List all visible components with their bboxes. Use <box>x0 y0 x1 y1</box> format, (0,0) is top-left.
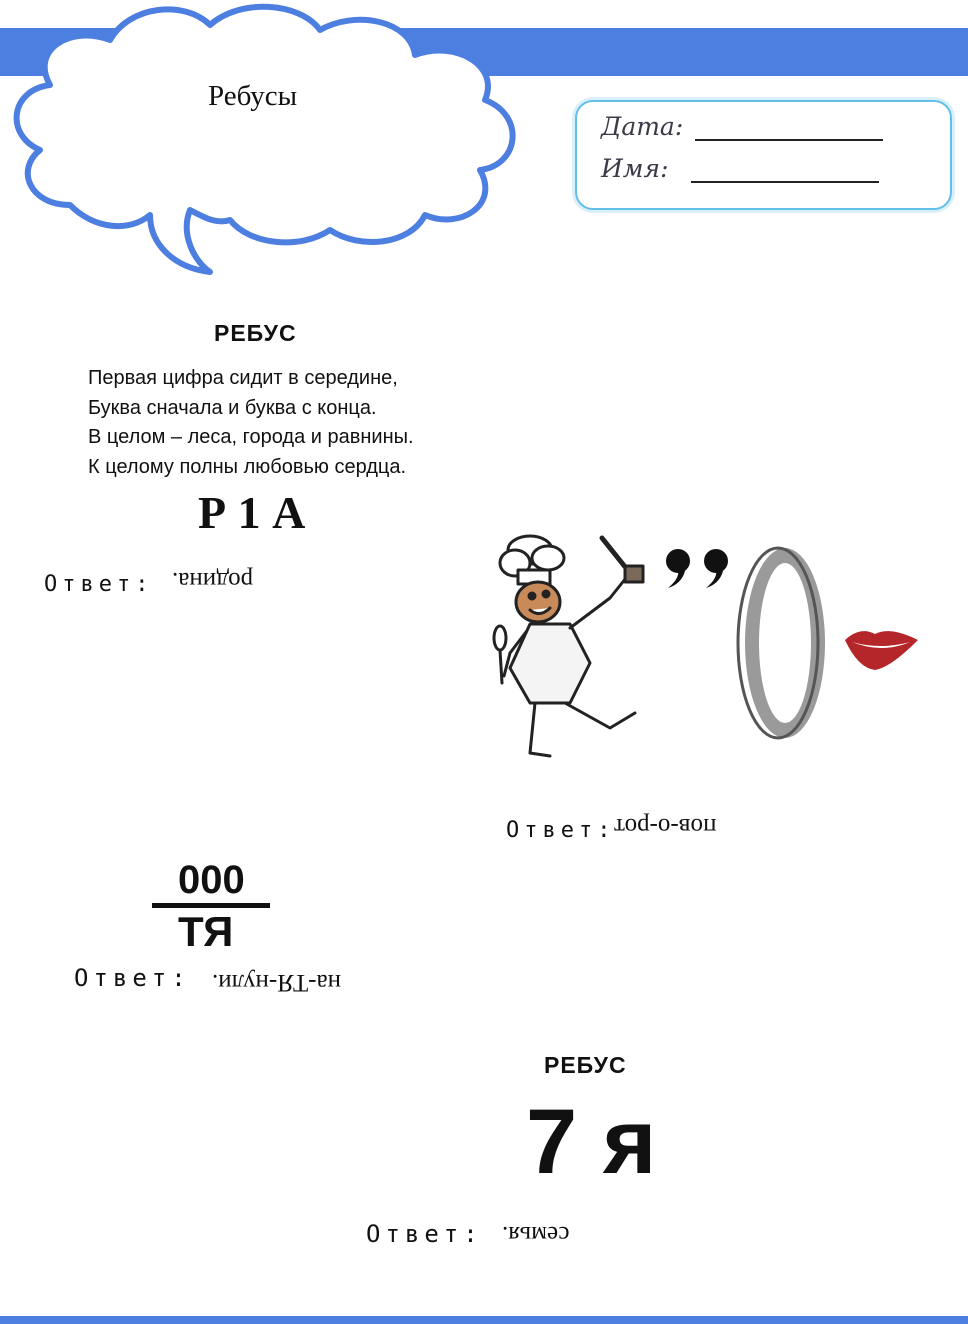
poem-line: Первая цифра сидит в середине, <box>88 367 398 389</box>
date-label: Дата: <box>601 112 684 141</box>
name-field[interactable] <box>691 159 879 183</box>
rebus4-answer-label: Ответ: <box>366 1220 483 1248</box>
date-row <box>601 112 883 141</box>
rebus4-answer: семья. <box>502 1221 570 1248</box>
info-box <box>575 100 952 210</box>
speech-cloud <box>0 0 540 290</box>
poem-line: Буква сначала и буква с конца. <box>88 396 377 419</box>
rebus1-poem <box>88 364 414 482</box>
rebus1-puzzle: Р 1 А <box>198 487 306 538</box>
name-row <box>601 154 879 183</box>
name-label: Имя: <box>601 154 669 183</box>
letter-o-graphic <box>738 548 825 738</box>
rebus3-denominator: ТЯ <box>178 908 234 955</box>
rebus3-answer-label: Ответ: <box>74 964 191 992</box>
poem-line: В целом – леса, города и равнины. <box>88 426 414 448</box>
commas-graphic <box>666 549 728 588</box>
bottom-blue-band <box>0 1316 968 1324</box>
date-field[interactable] <box>695 117 883 141</box>
rebus1-heading: РЕБУС <box>214 320 297 346</box>
lips-graphic <box>845 631 918 670</box>
rebus3-answer: на-ТЯ-нули. <box>212 969 342 996</box>
rebus2-answer: пов-о-рот <box>614 813 717 840</box>
rebus2-picture <box>490 528 930 778</box>
rebus2-answer-label: Ответ: <box>506 818 616 843</box>
rebus1-answer-label: Ответ: <box>44 572 154 597</box>
poem-line: К целому полны любовью сердца. <box>88 455 407 478</box>
page-title: Ребусы <box>208 80 298 112</box>
rebus4-heading: РЕБУС <box>544 1052 627 1078</box>
rebus1-answer: родина. <box>172 567 254 594</box>
rebus3-numerator: 000 <box>178 858 245 902</box>
cook-figure <box>494 536 643 756</box>
rebus4-puzzle: 7 я <box>526 1091 657 1193</box>
